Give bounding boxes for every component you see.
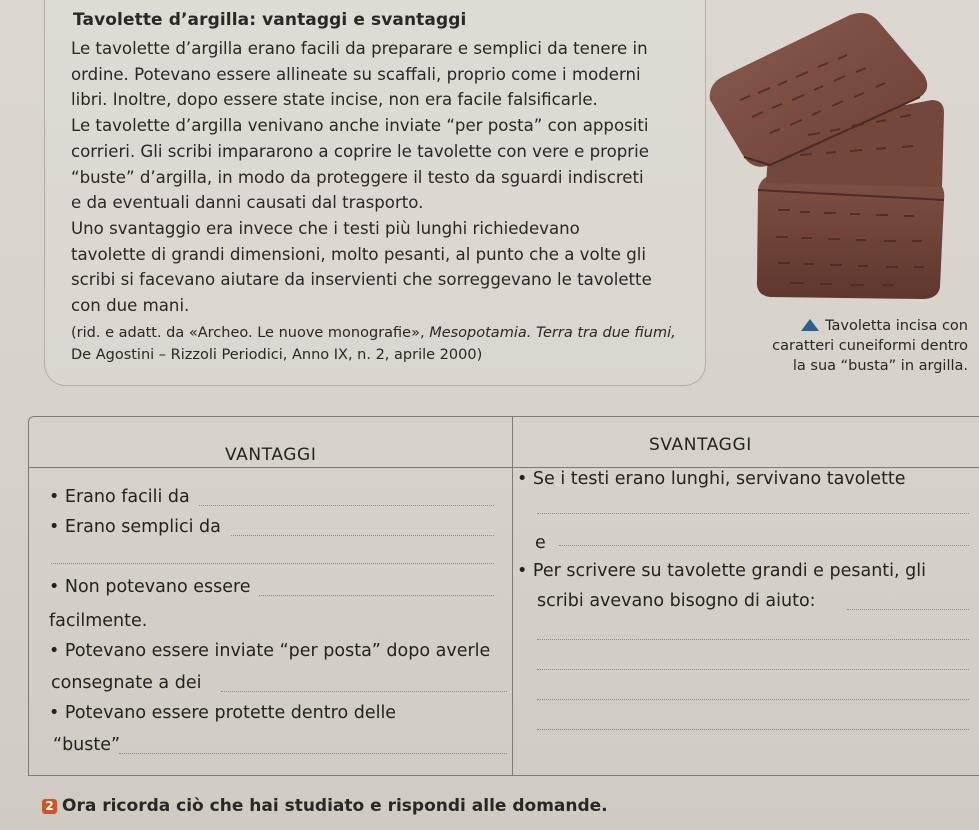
reading-line: libri. Inoltre, dopo essere state incise, non era facile falsificarle.	[71, 90, 598, 110]
advantage-line: • Erano facili da	[49, 487, 190, 507]
advantages-table	[28, 416, 979, 776]
advantage-line: “buste”	[53, 735, 121, 755]
reading-line: scribi si facevano aiutare da inservienti che sorreggevano le tavolette	[71, 270, 652, 290]
source-prefix: (rid. e adatt. da «Archeo. Le nuove monografie»,	[71, 325, 430, 341]
answer-blank[interactable]	[51, 563, 494, 564]
reading-line: con due mani.	[71, 296, 190, 316]
pointer-triangle-icon	[801, 319, 819, 331]
caption-line-1	[728, 316, 968, 336]
advantage-line: • Potevano essere inviate “per posta” dopo averle	[49, 641, 491, 661]
disadvantage-line: scribi avevano bisogno di aiuto:	[537, 591, 816, 611]
advantage-line: • Erano semplici da	[49, 517, 221, 537]
disadvantage-line: • Per scrivere su tavolette grandi e pesanti, gli	[517, 561, 926, 581]
image-caption	[728, 316, 968, 376]
reading-title: Tavolette d’argilla: vantaggi e svantaggi	[73, 10, 467, 30]
reading-line: corrieri. Gli scribi impararono a coprire le tavolette con vere e proprie	[71, 141, 649, 161]
caption-text-1: Tavoletta incisa con	[825, 318, 968, 334]
answer-blank[interactable]	[231, 535, 494, 536]
source-citation	[71, 322, 711, 366]
reading-text	[71, 36, 711, 319]
answer-blank[interactable]	[537, 513, 969, 514]
answer-blank[interactable]	[537, 639, 969, 640]
answer-blank[interactable]	[559, 545, 969, 546]
answer-blank[interactable]	[537, 699, 969, 700]
answer-blank[interactable]	[537, 729, 969, 730]
answer-blank[interactable]	[847, 609, 969, 610]
source-line-2: De Agostini – Rizzoli Periodici, Anno IX, n. 2, aprile 2000)	[71, 347, 483, 363]
exercise-instruction	[42, 796, 608, 816]
reading-line: Le tavolette d’argilla erano facili da preparare e semplici da tenere in	[71, 39, 648, 58]
reading-line: “buste” d’argilla, in modo da proteggere il testo da sguardi indiscreti	[71, 167, 644, 187]
exercise-number: 2	[42, 799, 57, 814]
advantage-line: facilmente.	[49, 611, 148, 631]
answer-blank[interactable]	[199, 505, 494, 506]
exercise-text: Ora ricorda ciò che hai studiato e rispondi alle domande.	[62, 796, 608, 816]
disadvantage-line: e	[535, 533, 546, 553]
header-vantaggi: VANTAGGI	[225, 445, 317, 465]
reading-line: e da eventuali danni causati dal trasporto.	[71, 193, 424, 213]
answer-blank[interactable]	[259, 595, 494, 596]
advantage-line: consegnate a dei	[51, 673, 202, 693]
caption-line-2: caratteri cuneiformi dentro	[772, 338, 968, 354]
reading-line: ordine. Potevano essere allineate su scaffali, proprio come i moderni	[71, 64, 641, 84]
clay-tablet-image	[700, 5, 950, 300]
advantage-line: • Potevano essere protette dentro delle	[49, 703, 397, 723]
reading-line: tavolette di grandi dimensioni, molto pesanti, al punto che a volte gli	[71, 244, 647, 264]
answer-blank[interactable]	[119, 753, 507, 754]
header-divider	[29, 467, 979, 468]
source-magazine: Mesopotamia. Terra tra due fiumi,	[429, 325, 676, 341]
answer-blank[interactable]	[537, 669, 969, 670]
disadvantage-line: • Se i testi erano lunghi, servivano tavolette	[517, 469, 906, 489]
source-line-1	[71, 322, 711, 344]
advantage-line: • Non potevano essere	[49, 577, 251, 597]
answer-blank[interactable]	[221, 691, 507, 692]
reading-line: Le tavolette d’argilla venivano anche inviate “per posta” con appositi	[71, 116, 649, 136]
header-svantaggi: SVANTAGGI	[649, 435, 752, 455]
caption-line-3: la sua “busta” in argilla.	[792, 358, 968, 374]
reading-line: Uno svantaggio era invece che i testi più lunghi richiedevano	[71, 218, 580, 238]
column-divider	[512, 417, 513, 775]
